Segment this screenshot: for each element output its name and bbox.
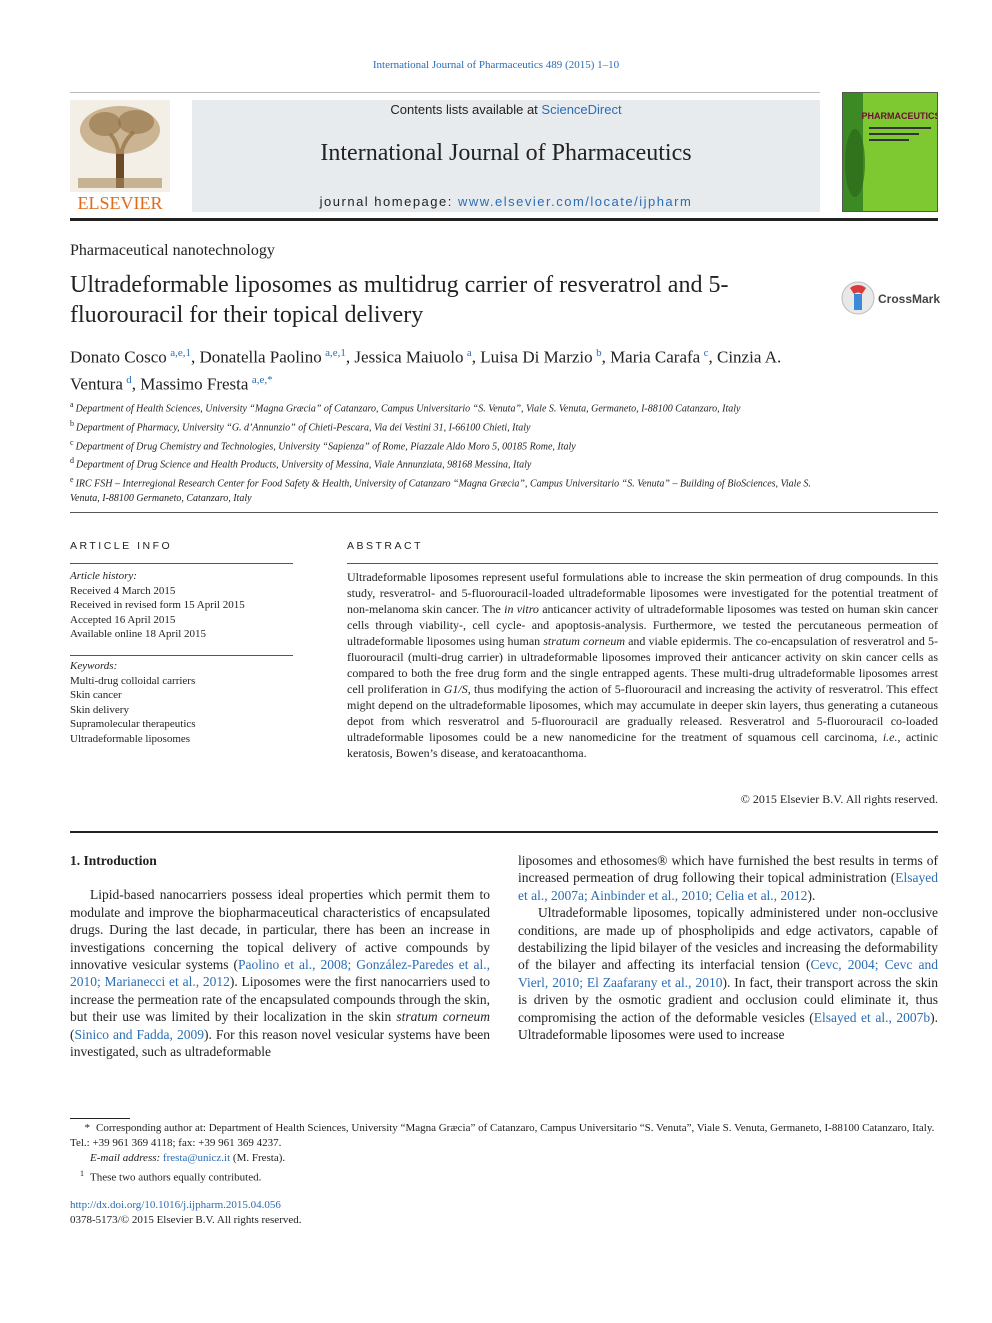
affiliation: $^c$ Department of Drug Chemistry and Technologies, University “Sapienza” of Rome, Piazzale Aldo Moro 5, 00185 Rome, Italy xyxy=(70,437,576,452)
author-name[interactable]: Donato Cosco xyxy=(70,347,167,367)
paragraph: Ultradeformable liposomes, topically administered under non-occlusive conditions, are made up of phospholipids and edge activators, capable of destabilizing the lipid bilayer of the vesicles and increasing the deformability of the bilayer and affecting its interfacial tension (Cevc, 2004; Cevc and Vierl, 2010; El Zaafarany et al., 2010). In fact, their transport across the skin is driven by the osmotic gradient and occlusion could eliminate it, thus compromising the action of the deformable vesicles (Elsayed et al., 2007b). Ultradeformable liposomes were used to increase xyxy=(518,905,938,1043)
article-history xyxy=(70,569,293,642)
journal-cover[interactable] xyxy=(842,92,938,212)
author-affiliation-mark[interactable]: a,e,1 xyxy=(170,347,191,359)
email-note: E-mail address: fresta@unicz.it (M. Fresta). xyxy=(90,1152,286,1164)
divider xyxy=(70,563,293,564)
equal-contribution-note: 1 These two authors equally contributed. xyxy=(80,1169,262,1184)
citation-link[interactable]: Sinico and Fadda, 2009 xyxy=(74,1026,204,1042)
citation-link[interactable]: Cevc, 2004; Cevc and Vierl, 2010; El Zaafarany et al., 2010 xyxy=(518,957,938,990)
keywords xyxy=(70,659,293,746)
crossmark-badge[interactable] xyxy=(840,280,940,316)
abstract-heading: ABSTRACT xyxy=(347,540,424,552)
doi-block xyxy=(70,1198,570,1228)
author-affiliation-mark[interactable]: a,e,* xyxy=(251,373,273,386)
keyword[interactable]: Skin delivery xyxy=(70,703,129,716)
divider xyxy=(70,512,938,513)
elsevier-wordmark: ELSEVIER xyxy=(77,193,163,212)
keywords-label: Keywords: xyxy=(70,660,118,672)
section-heading: 1. Introduction xyxy=(70,853,157,868)
keyword[interactable]: Ultradeformable liposomes xyxy=(70,732,191,745)
keyword[interactable]: Multi-drug colloidal carriers xyxy=(70,674,196,687)
contents-prefix: Contents lists available at xyxy=(390,102,542,117)
elsevier-logo[interactable] xyxy=(70,100,170,212)
sciencedirect-link[interactable]: ScienceDirect xyxy=(541,102,622,117)
history-item: Received in revised form 15 April 2015 xyxy=(70,599,245,611)
author-name[interactable]: Cinzia A. Ventura xyxy=(70,347,782,394)
paragraph: liposomes and ethosomes® which have furnished the best results in terms of increased permeation of drug following their topical administration (Elsayed et al., 2007a; Ainbinder et al., 2010; Celia et al., 2012). xyxy=(518,853,938,903)
cover-title: PHARMACEUTICS xyxy=(861,111,937,121)
footnotes xyxy=(70,1121,938,1186)
keyword[interactable]: Supramolecular therapeutics xyxy=(70,718,196,730)
author-name[interactable]: Donatella Paolino xyxy=(199,347,322,367)
article-title: Ultradeformable liposomes as multidrug carrier of resveratrol and 5-fluorouracil for their topical delivery xyxy=(70,272,729,328)
homepage-line xyxy=(192,194,820,209)
author-affiliation-mark[interactable]: c xyxy=(703,347,709,359)
author-name[interactable]: Luisa Di Marzio xyxy=(480,347,593,367)
affiliation: $^e$ IRC FSH – Interregional Research Center for Food Safety & Health, University of Catanzaro “Magna Græcia”, Campus Universitario “S. Venuta” – Building of BioSciences, Viale S. Venuta, I-88100 Germaneto, Catanzaro, Italy xyxy=(70,475,811,505)
abstract-text: Ultradeformable liposomes represent useful formulations able to increase the skin permeation of drug compounds. In this study, resveratrol- and 5-fluorouracil-loaded ultradeformable liposomes were investigated for the potential treatment of non-melanoma skin cancer. The in vitro anticancer activity of ultradeformable liposomes was tested on human skin cancer cells through viability-, cell cycle- and apoptosis-analysis. Furthermore, we tested the percutaneous permeation of ultradeformable liposomes using human stratum corneum and viable epidermis. The co-encapsulation of resveratrol and 5-fluorouracil (multi-drug carrier) in ultradeformable liposomes improved their anticancer activity on skin cancer cells as compared to both the free drug form and the single entrapped agents. These multi-drug ultradeformable liposomes arrest cell proliferation in G1/S, thus modifying the action of 5-fluorouracil and increasing the activity of resveratrol. This effect might depend on the ultradeformable liposomes, which may accumulate in deeper skin layers, thus generating a cutaneous depot from which resveratrol and 5-fluorouracil are gradually released. Resveratrol and 5-fluorouracil co-loaded ultradeformable liposomes could be a new nanomedicine for the treatment of squamous cell carcinoma, i.e., actinic keratosis, Bowen’s disease, and keratoacanthoma. xyxy=(347,570,939,760)
email-link[interactable]: fresta@unicz.it xyxy=(162,1152,231,1164)
author-name[interactable]: Jessica Maiuolo xyxy=(354,347,464,367)
journal-name: International Journal of Pharmaceutics xyxy=(320,140,692,166)
affiliation: $^d$ Department of Drug Science and Health Products, University of Messina, Viale Annunziata, 98168 Messina, Italy xyxy=(70,456,532,471)
author-affiliation-mark[interactable]: d xyxy=(126,373,132,386)
body-column-right xyxy=(518,852,938,1043)
footnote-rule xyxy=(70,1118,130,1119)
paragraph: Lipid-based nanocarriers possess ideal properties which permit them to modulate and improve the biopharmaceutical characteristics of encapsulated drugs. During the last decade, in particular, there has been an increase in investigations concerning the topical delivery of active compounds by innovative vesicular systems (Paolino et al., 2008; González-Paredes et al., 2010; Marianecci et al., 2012). Liposomes were the first nanocarriers used to increase the permeation rate of the encapsulated compounds through the skin, but their use was limited by their localization in the skin stratum corneum (Sinico and Fadda, 2009). For this reason novel vesicular systems have been investigated, such as ultradeformable xyxy=(70,887,491,1060)
author-name[interactable]: Maria Carafa xyxy=(610,347,701,367)
history-label: Article history: xyxy=(70,570,137,582)
affiliation: $^a$ Department of Health Sciences, University “Magna Græcia” of Catanzaro, Campus Universitario “S. Venuta”, Viale S. Venuta, Germaneto, I-88100 Catanzaro, Italy xyxy=(70,400,741,415)
citation-link[interactable]: Paolino et al., 2008; González-Paredes et al., 2010; Marianecci et al., 2012 xyxy=(70,957,490,990)
contents-line xyxy=(192,102,820,117)
affiliation: $^b$ Department of Pharmacy, University “G. d’Annunzio” of Chieti-Pescara, Via dei Vestini 31, I-66100 Chieti, Italy xyxy=(70,418,531,434)
issn-line: 0378-5173/© 2015 Elsevier B.V. All rights reserved. xyxy=(70,1214,302,1226)
article-info-heading: ARTICLE INFO xyxy=(70,540,173,552)
divider xyxy=(347,563,938,564)
author-affiliation-mark[interactable]: a xyxy=(466,347,472,359)
corresponding-author-note: * Corresponding author at: Department of Health Sciences, University “Magna Græcia” of Catanzaro, Campus Universitario “S. Venuta”, Viale S. Venuta, Germaneto, I-88100 Catanzaro, Italy. Tel.: +39 961 369 4118; fax: +39 961 369 4237. xyxy=(70,1122,935,1149)
divider xyxy=(70,655,293,656)
article-section: Pharmaceutical nanotechnology xyxy=(70,242,275,259)
homepage-link[interactable]: www.elsevier.com/locate/ijpharm xyxy=(457,194,693,209)
citation-link[interactable]: Elsayed et al., 2007a; Ainbinder et al., 2010; Celia et al., 2012 xyxy=(518,870,938,903)
keyword[interactable]: Skin cancer xyxy=(70,689,122,701)
author-affiliation-mark[interactable]: b xyxy=(596,347,602,359)
citation-link[interactable]: Elsayed et al., 2007b xyxy=(813,1009,931,1025)
author-affiliation-mark[interactable]: a,e,1 xyxy=(325,347,346,359)
history-item: Received 4 March 2015 xyxy=(70,584,176,597)
author-list: Donato Cosco $^{a,e,1}$, Donatella Paolino $^{a,e,1}$, Jessica Maiuolo $^a$, Luisa Di Marzio $^b$, Maria Carafa $^c$, Cinzia A. Ventura $^d$, Massimo Fresta $^{a,e,*}$ xyxy=(70,347,782,394)
homepage-prefix: journal homepage: xyxy=(319,194,458,209)
crossmark-label: CrossMark xyxy=(878,292,940,306)
header-rule-thick xyxy=(70,218,938,221)
abstract-copyright: © 2015 Elsevier B.V. All rights reserved. xyxy=(740,792,938,806)
journal-citation[interactable]: International Journal of Pharmaceutics 489 (2015) 1–10 xyxy=(372,59,620,71)
affiliation-list xyxy=(70,398,830,507)
history-item: Accepted 16 April 2015 xyxy=(70,613,176,626)
author-name[interactable]: Massimo Fresta xyxy=(140,374,249,394)
history-item: Available online 18 April 2015 xyxy=(70,628,207,640)
doi-link[interactable]: http://dx.doi.org/10.1016/j.ijpharm.2015.04.056 xyxy=(70,1199,281,1211)
header-rule xyxy=(70,92,820,93)
body-column-left xyxy=(70,852,490,1060)
divider-thick xyxy=(70,831,938,833)
